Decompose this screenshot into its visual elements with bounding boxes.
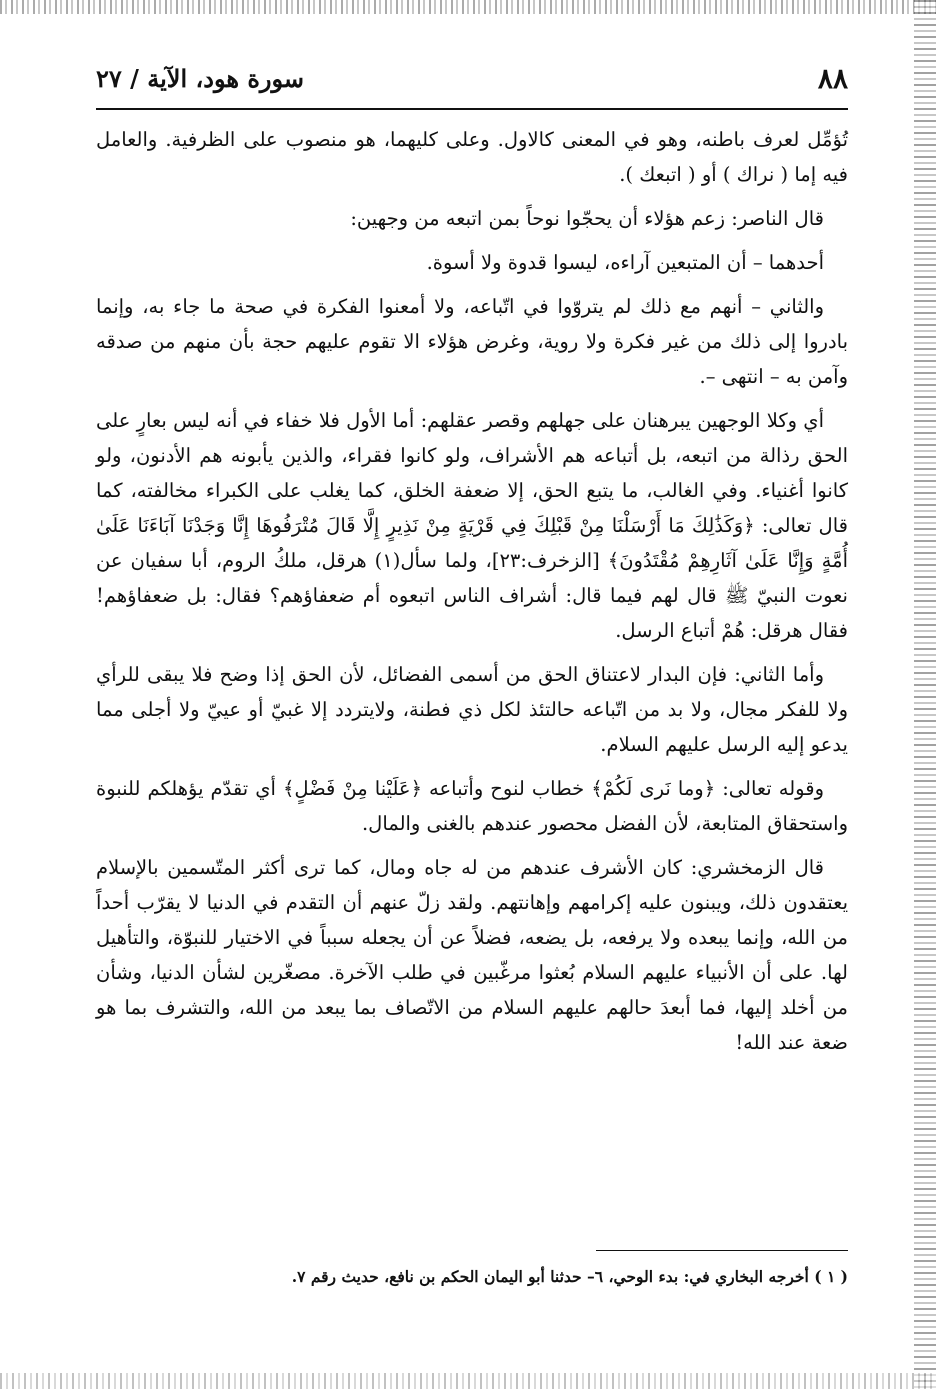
decorative-border-top bbox=[0, 0, 936, 14]
paragraph: أي وكلا الوجهين يبرهنان على جهلهم وقصر عقلهم: أما الأول فلا خفاء في أنه ليس بعارٍ على الحق رذالة من اتبعه، بل أتباعه هم الأشراف، ولو كانوا فقراء، والذين يأبونه هم الأدنون، ولو كانوا أغنياء. وفي الغالب، ما يتبع الحق، إلا ضعفة الخلق، كما يغلب على الكبراء مخالفته، كما قال تعالى: ﴿وَكَذَٰلِكَ مَا أَرْسَلْنَا مِنْ قَبْلِكَ فِي قَرْيَةٍ مِنْ نَذِيرٍ إِلَّا قَالَ مُتْرَفُوهَا إِنَّا وَجَدْنَا آبَاءَنَا عَلَىٰ أُمَّةٍ وَإِنَّا عَلَىٰ آثَارِهِمْ مُقْتَدُونَ﴾ [الزخرف:٢٣]، ولما سأل(١) هرقل، ملكُ الروم، أبا سفيان عن نعوت النبيّ ﷺ قال لهم فيما قال: أشراف الناس اتبعوه أم ضعفاؤهم؟ فقال: بل ضعفاؤهم! فقال هرقل: هُمْ أتباع الرسل. bbox=[96, 409, 848, 642]
paragraph: والثاني – أنهم مع ذلك لم يتروّوا في اتّباعه، ولا أمعنوا الفكرة في صحة ما جاء به، وإنما بادروا إلى ذلك من غير فكرة ولا روية، وغرض هؤلاء الا تقوم عليهم حجة بأن منهم من صدقه وآمن به – انتهى –. bbox=[96, 295, 848, 388]
paragraph: قال الزمخشري: كان الأشرف عندهم من له جاه ومال، كما ترى أكثر المتّسمين بالإسلام يعتقدون ذلك، ويبنون عليه إكرامهم وإهانتهم. ولقد زلّ عنهم أن التقدم في الدنيا لا يقرّب أحداً من الله، وإنما يبعده ولا يرفعه، بل يضعه، فضلاً عن أن يجعله سبباً في الاختيار للنبوّة، والتأهيل لها. على أن الأنبياء عليهم السلام بُعثوا مرغّبين في طلب الآخرة. مصغّرين لشأن الدنيا، وشأن من أخلد إليها، فما أبعدَ حالهم عليهم السلام من الاتّصاف بما يبعد من الله، والتشرف بما هو ضعة عند الله! bbox=[96, 856, 849, 1054]
decorative-border-right bbox=[914, 0, 936, 1389]
footnote-rule bbox=[596, 1250, 848, 1251]
running-head: سورة هود، الآية / ٢٧ bbox=[96, 64, 305, 93]
main-text bbox=[96, 122, 848, 1069]
page-number: ٨٨ bbox=[817, 62, 848, 95]
header-rule bbox=[96, 108, 848, 110]
paragraph: أحدهما – أن المتبعين آراءه، ليسوا قدوة ولا أسوة. bbox=[426, 251, 824, 274]
footnote: ( ١ ) أخرجه البخاري في: بدء الوحي، ٦– حدثنا أبو اليمان الحكم بن نافع، حديث رقم ٧. bbox=[291, 1267, 848, 1286]
page-header bbox=[96, 62, 848, 102]
paragraph: وقوله تعالى: ﴿وما نَرى لَكُمْ﴾ خطاب لنوح وأتباعه ﴿عَلَيْنا مِنْ فَضْلٍ﴾ أي تقدّم يؤهلكم للنبوة واستحقاق المتابعة، لأن الفضل محصور عندهم بالغنى والمال. bbox=[96, 777, 848, 835]
paragraph: تُؤمِّل لعرف باطنه، وهو في المعنى كالاول. وعلى كليهما، هو منصوب على الظرفية. والعامل فيه إما ( نراك ) أو ( اتبعك ). bbox=[96, 128, 848, 186]
decorative-border-bottom bbox=[0, 1373, 936, 1389]
paragraph: وأما الثاني: فإن البدار لاعتناق الحق من أسمى الفضائل، لأن الحق إذا وضح فلا يبقى للرأي ولا للفكر مجال، ولا بد من اتّباعه حالتئذ لكل ذي فطنة، ولايتردد إلا غبيّ أو عييّ ولا أجلى مما يدعو إليه الرسل عليهم السلام. bbox=[96, 663, 848, 756]
paragraph: قال الناصر: زعم هؤلاء أن يحجّوا نوحاً بمن اتبعه من وجهين: bbox=[350, 207, 824, 230]
